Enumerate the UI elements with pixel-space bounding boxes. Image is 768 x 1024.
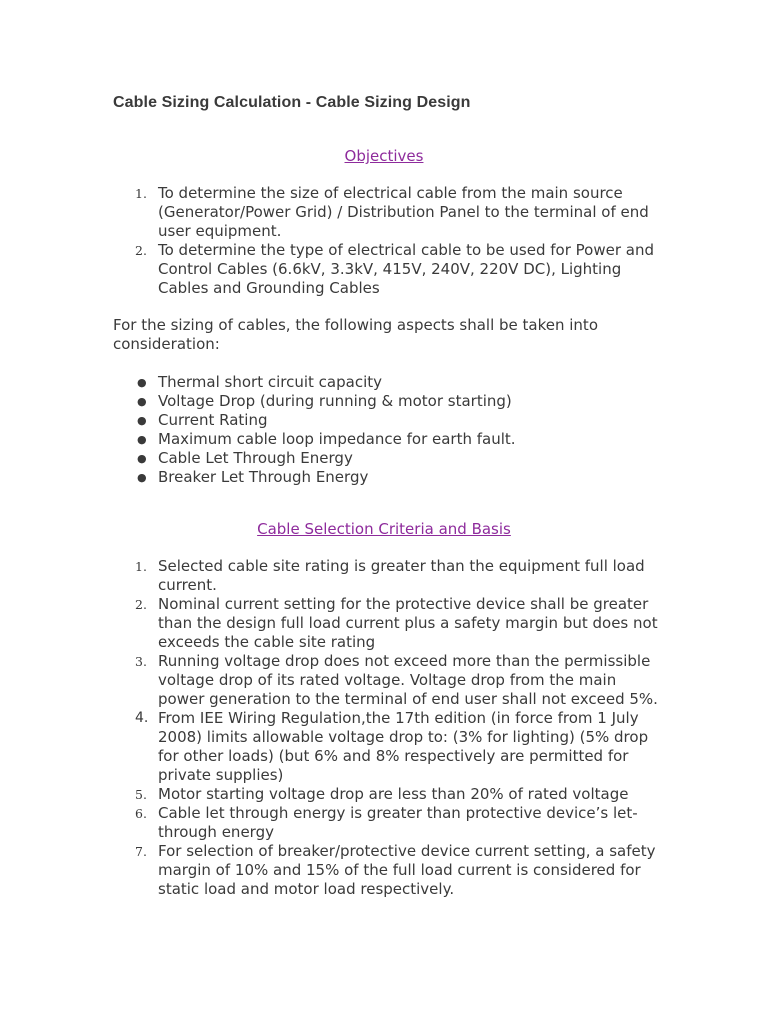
aspects-intro: For the sizing of cables, the following aspects shall be taken into consideration:	[113, 316, 598, 353]
bullet-icon: ●	[137, 376, 147, 389]
criteria-list	[113, 557, 658, 899]
list-number: 7.	[135, 844, 147, 859]
objectives-heading	[0, 147, 768, 166]
bullet-icon: ●	[137, 452, 147, 465]
list-item	[113, 595, 658, 652]
aspects-list	[113, 373, 658, 487]
list-item	[113, 373, 658, 392]
list-item-text: For selection of breaker/protective device current setting, a safety margin of 10% and 15% of the full load current is considered for static load and motor load respectively.	[158, 842, 656, 898]
list-item	[113, 449, 658, 468]
list-item-text: Current Rating	[158, 411, 268, 429]
list-number: 1.	[135, 186, 147, 201]
list-item-text: Maximum cable loop impedance for earth fault.	[158, 430, 516, 448]
bullet-icon: ●	[137, 395, 147, 408]
list-number: 3.	[135, 654, 147, 669]
list-number: 1.	[135, 559, 147, 574]
list-item-text: Nominal current setting for the protective device shall be greater than the design full load current plus a safety margin but does not exceeds the cable site rating	[158, 595, 658, 651]
list-item	[113, 411, 658, 430]
list-item-text: Running voltage drop does not exceed more than the permissible voltage drop of its rated voltage. Voltage drop from the main power generation to the terminal of end user shall not exceed 5%.	[158, 652, 658, 708]
list-item	[113, 652, 658, 709]
document-title: Cable Sizing Calculation - Cable Sizing Design	[113, 94, 471, 111]
list-item-text: Cable let through energy is greater than protective device’s let-through energy	[158, 804, 638, 841]
bullet-icon: ●	[137, 433, 147, 446]
list-item	[113, 804, 658, 842]
list-item-text: Motor starting voltage drop are less than 20% of rated voltage	[158, 785, 629, 803]
list-item-text: Breaker Let Through Energy	[158, 468, 369, 486]
criteria-heading	[0, 520, 768, 539]
list-item-text: From IEE Wiring Regulation,the 17th edition (in force from 1 July 2008) limits allowable voltage drop to: (3% for lighting) (5% drop for other loads) (but 6% and 8% respectively are permitted for private supplies)	[158, 709, 649, 784]
list-item	[113, 392, 658, 411]
list-number: 6.	[135, 806, 147, 821]
list-item-text: To determine the type of electrical cable to be used for Power and Control Cables (6.6kV, 3.3kV, 415V, 240V, 220V DC), Lighting Cables and Grounding Cables	[158, 241, 654, 297]
bullet-icon: ●	[137, 414, 147, 427]
list-item-text: Cable Let Through Energy	[158, 449, 353, 467]
criteria-link[interactable]: Cable Selection Criteria and Basis	[257, 520, 511, 538]
list-item	[113, 430, 658, 449]
list-number: 5.	[135, 787, 147, 802]
list-item-text: Thermal short circuit capacity	[158, 373, 383, 391]
list-item-text: Voltage Drop (during running & motor starting)	[158, 392, 512, 410]
list-number: 4.	[135, 710, 149, 726]
objectives-list	[113, 184, 658, 298]
list-number: 2.	[135, 597, 147, 612]
list-item-text: Selected cable site rating is greater than the equipment full load current.	[158, 557, 645, 594]
bullet-icon: ●	[137, 471, 147, 484]
list-item	[113, 184, 658, 241]
list-item	[113, 842, 658, 899]
list-item	[113, 468, 658, 487]
list-item	[113, 557, 658, 595]
list-item	[113, 241, 658, 298]
list-number: 2.	[135, 243, 147, 258]
list-item	[113, 709, 658, 785]
objectives-link[interactable]: Objectives	[344, 147, 424, 165]
list-item-text: To determine the size of electrical cable from the main source (Generator/Power Grid) / Distribution Panel to the terminal of end user equipment.	[158, 184, 649, 240]
list-item	[113, 785, 658, 804]
